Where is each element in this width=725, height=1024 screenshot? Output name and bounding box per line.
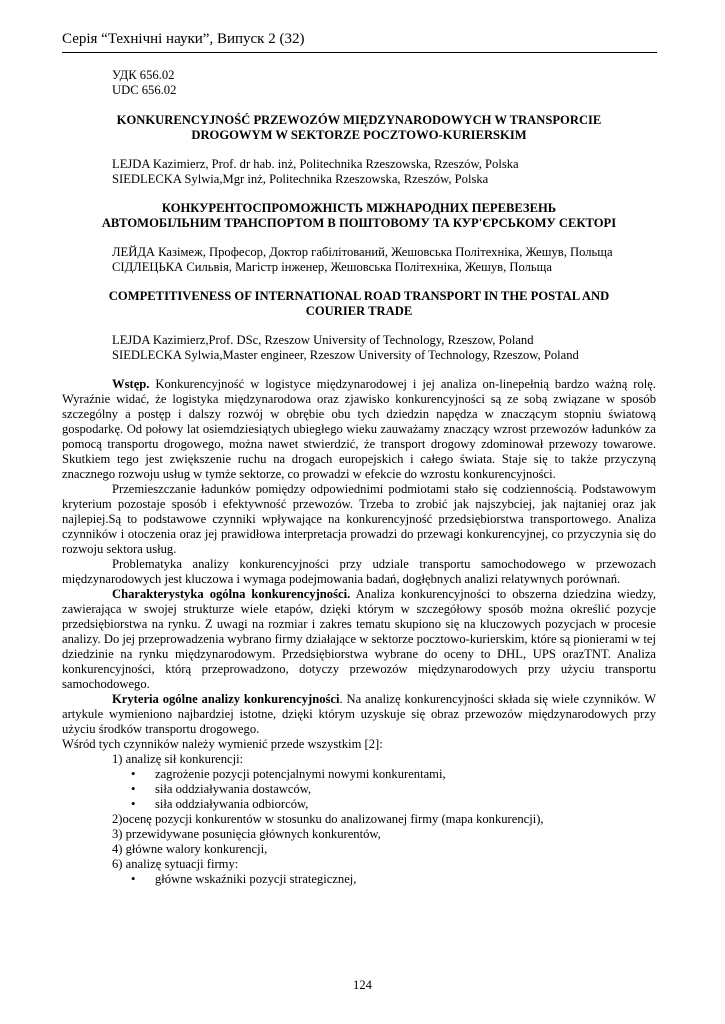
list-item: 6) analizę sytuacji firmy: <box>112 857 239 871</box>
author-line: SIEDLECKA Sylwia,Mgr inż, Politechnika Rzeszowska, Rzeszów, Polska <box>112 172 489 186</box>
udc-code: UDC 656.02 <box>112 83 177 97</box>
section-lead: Wstęp. <box>112 377 150 391</box>
bullet-item: • siła oddziaływania dostawców, <box>131 782 656 797</box>
paragraph-criteria <box>62 692 656 737</box>
bullet-item: • główne wskaźniki pozycji strategicznej, <box>131 872 656 887</box>
paragraph-characteristics <box>62 587 656 692</box>
title-ukrainian <box>62 201 656 231</box>
page-number: 124 <box>353 978 372 992</box>
article-content <box>62 68 656 887</box>
section-lead: Kryteria ogólne analizy konkurencyjności <box>112 692 340 706</box>
bullet-list <box>62 767 656 812</box>
title-ukrainian-line-2: АВТОМОБІЛЬНИМ ТРАНСПОРТОМ В ПОШТОВОМУ ТА КУР'ЄРСЬКОМУ СЕКТОРІ <box>101 216 617 230</box>
title-polish <box>62 113 656 143</box>
udk-code: УДК 656.02 <box>112 68 175 82</box>
paragraph: Problematyka analizy konkurencyjności przy udziale transportu samochodowego w przewozach międzynarodowych jest kluczowa i wymaga podejmowania badań, dogłębnych analizi relatywnych porównań. <box>62 557 656 586</box>
title-english-line-2: COURIER TRADE <box>305 304 413 318</box>
author-line: ЛЕЙДА Казімеж, Професор, Доктор габілітований, Жешовська Політехніка, Жешув, Польща <box>112 245 613 259</box>
section-lead: Charakterystyka ogólna konkurencyjności. <box>112 587 351 601</box>
title-english-line-1: COMPETITIVENESS OF INTERNATIONAL ROAD TRANSPORT IN THE POSTAL AND <box>108 289 610 303</box>
author-line: LEJDA Kazimierz,Prof. DSc, Rzeszow University of Technology, Rzeszow, Poland <box>112 333 534 347</box>
bullet-item: • siła oddziaływania odbiorców, <box>131 797 656 812</box>
list-item: 1) analizę sił konkurencji: <box>112 752 244 766</box>
list-item: 4) główne walory konkurencji, <box>112 842 268 856</box>
authors-ukrainian <box>62 245 656 275</box>
author-line: SIEDLECKA Sylwia,Master engineer, Rzeszow University of Technology, Rzeszow, Poland <box>112 348 579 362</box>
list-item: 3) przewidywane posunięcia głównych konkurentów, <box>112 827 381 841</box>
running-header: Серія “Технічні науки”, Випуск 2 (32) <box>62 30 657 53</box>
paragraph-introduction <box>62 377 656 482</box>
paragraph-text: Konkurencyjność w logistyce międzynarodowej i jej analiza on-linepełnią bardzo ważną rolę. Wyraźnie widać, że logistyka międzynarodowa oraz zjawisko konkurencyjności są ze sobą związane w sposób szczególny a postęp i dalszy rozwój w obrębie obu tych dziedzin napędza w znaczącym stopniu światową gospodarkę. Od połowy lat osiemdziesiątych ubiegłego wieku zauważamy znaczący wzrost przewozów ładunków za pomocą transportu drogowego, można nawet stwierdzić, że transport drogowy zdominował przewozy towarowe. Skutkiem tego jest zwiększenie ruchu na drogach europejskich i całego świata. Staje się to także przyczyną znacznego rozwoju usług w tymże sektorze, co prowadzi w efekcie do wzrostu konkurencyjności. <box>62 377 656 481</box>
list-item: 2)ocenę pozycji konkurentów w stosunku do analizowanej firmy (mapa konkurencji), <box>112 812 544 826</box>
paragraph-text: . Na analizę konkurencyjności składa się wiele czynników. W artykule wymieniono najbardziej istotne, dzięki którym uzyskuje się obraz przewozów międzynarodowych przy użyciu środków transportu drogowego. <box>62 692 657 736</box>
title-ukrainian-line-1: КОНКУРЕНТОСПРОМОЖНІСТЬ МІЖНАРОДНИХ ПЕРЕВЕЗЕНЬ <box>161 201 557 215</box>
paragraph-text: Analiza konkurencyjności to obszerna dziedzina wiedzy, zawierająca w swojej strukturze wiele etapów, dzięki którym w szczegółowy sposób można określić pozycje przedsiębiorstwa na rynku. Z uwagi na rozmiar i zakres tematu skupiono się na kluczowych pozycjach w procesie analizy. Do jej przeprowadzenia wybrano firmy działające w sektorze pocztowo-kurierskim, które są pionierami w tej dziedzinie na rynku międzynarodowym. Przedsiębiorstwa wybrane do oceny to DHL, UPS orazTNT. Analiza konkurencyjności, którą przeprowadzono, dotyczy przewozów międzynarodowych przy użyciu transportu samochodowego. <box>62 587 656 691</box>
bullet-list <box>62 872 656 887</box>
authors-polish <box>62 157 656 187</box>
title-polish-line-1: KONKURENCYJNOŚĆ PRZEWOZÓW MIĘDZYNARODOWYCH W TRANSPORCIE <box>116 113 602 127</box>
title-polish-line-2: DROGOWYM W SEKTORZE POCZTOWO-KURIERSKIM <box>191 128 527 142</box>
author-line: СІДЛЕЦЬКА Сильвія, Магістр інженер, Жешовська Політехніка, Жешув, Польща <box>112 260 552 274</box>
article-body <box>62 377 656 887</box>
author-line: LEJDA Kazimierz, Prof. dr hab. inż, Politechnika Rzeszowska, Rzeszów, Polska <box>112 157 519 171</box>
paragraph: Przemieszczanie ładunków pomiędzy odpowiednimi podmiotami stało się codziennością. Podstawowym kryterium pozostaje sposób i efektywność przewozów. Trzeba to zrobić jak najszybciej, jak najtaniej oraz jak najlepiej.Są to podstawowe czynniki wpływające na konkurencyjność przedsiębiorstwa transportowego. Analiza czynników i otoczenia oraz jej prawidłowa interpretacja prowadzi do przewagi konkurencyjnej, co przyczynia się do rozwoju sektora usług. <box>62 482 656 556</box>
authors-english <box>62 333 656 363</box>
title-english <box>62 289 656 319</box>
paragraph: Wśród tych czynników należy wymienić przede wszystkim [2]: <box>62 737 383 751</box>
bullet-item: • zagrożenie pozycji potencjalnymi nowymi konkurentami, <box>131 767 656 782</box>
